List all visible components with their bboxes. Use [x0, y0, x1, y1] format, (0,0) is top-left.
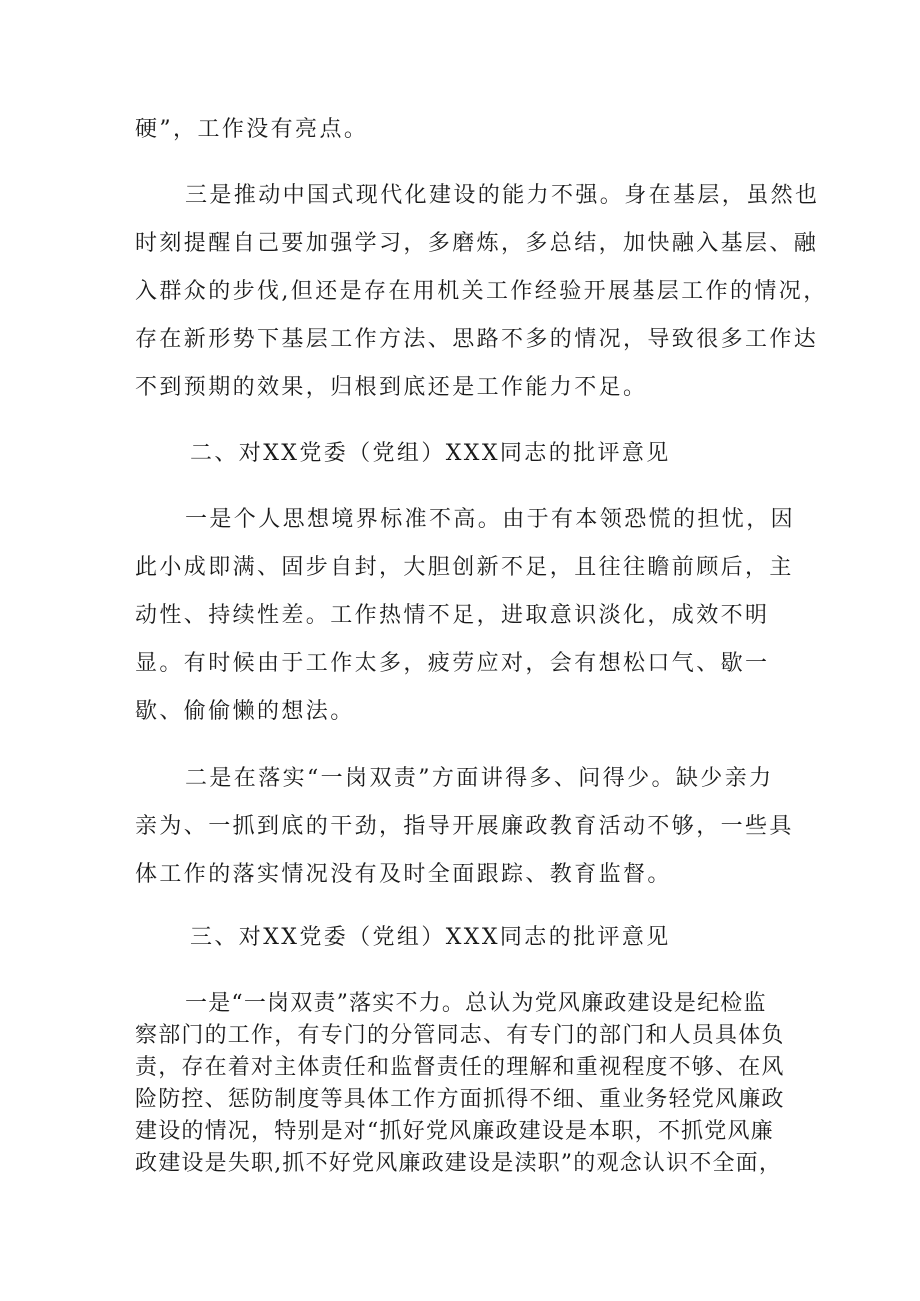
text-line: 一是个人思想境界标准不高。由于有本领恐慌的担忧，因 — [185, 507, 796, 532]
text-line: 一是“一岗双责”落实不力。总认为党风廉政建设是纪检监 — [185, 991, 767, 1016]
text-line: 此小成即满、固步自封，大胆创新不足，且往往瞻前顾后，主 — [135, 555, 794, 580]
text-line: 显。有时候由于工作太多，疲劳应对，会有想松口气、歇一 — [135, 651, 770, 676]
text-line: 二是在落实“一岗双责”方面讲得多、问得少。缺少亲力 — [185, 766, 774, 791]
text-line: 时刻提醒自己要加强学习，多磨炼，多总结，加快融入基层、融 — [135, 231, 819, 256]
text-line: 险防控、惩防制度等具体工作方面抓得不细、重业务轻党风廉政 — [135, 1087, 785, 1112]
paragraph-point-three — [135, 172, 828, 412]
text-line: 歇、偷偷懒的想法。 — [135, 699, 355, 724]
text-line: 政建设是失职,抓不好党风廉政建设是渎职”的观念认识不全面， — [135, 1151, 783, 1176]
paragraph-section-two-point-two — [135, 755, 794, 899]
text-line: 责，存在着对主体责任和监督责任的理解和重视程度不够、在风 — [135, 1055, 785, 1080]
text-line: 三是推动中国式现代化建设的能力不强。身在基层，虽然也 — [185, 183, 820, 208]
text-line: 建设的情况，特别是对“抓好党风廉政建设是本职，不抓党风廉 — [135, 1119, 774, 1144]
text-line: 硬”，工作没有亮点。 — [135, 117, 369, 142]
text-line: 体工作的落实情况没有及时全面跟踪、教育监督。 — [135, 862, 672, 887]
paragraph-intro-tail — [135, 106, 785, 154]
text-line: 存在新形势下基层工作方法、思路不多的情况，导致很多工作达 — [135, 327, 819, 352]
text-line: 亲为、一抓到底的干劲，指导开展廉政教育活动不够，一些具 — [135, 814, 794, 839]
paragraph-section-three-point-one — [135, 988, 785, 1180]
text-line: 动性、持续性差。工作热情不足，进取意识淡化，成效不明 — [135, 603, 770, 628]
section-heading-two: 二、对XX党委（党组）XXX同志的批评意见 — [190, 441, 671, 466]
text-line: 入群众的步伐,但还是存在用机关工作经验开展基层工作的情况， — [135, 279, 828, 304]
paragraph-section-two-point-one — [135, 496, 796, 736]
section-heading-three: 三、对XX党委（党组）XXX同志的批评意见 — [190, 925, 671, 950]
text-line: 不到预期的效果，归根到底还是工作能力不足。 — [135, 375, 648, 400]
text-line: 察部门的工作，有专门的分管同志、有专门的部门和人员具体负 — [135, 1023, 785, 1048]
